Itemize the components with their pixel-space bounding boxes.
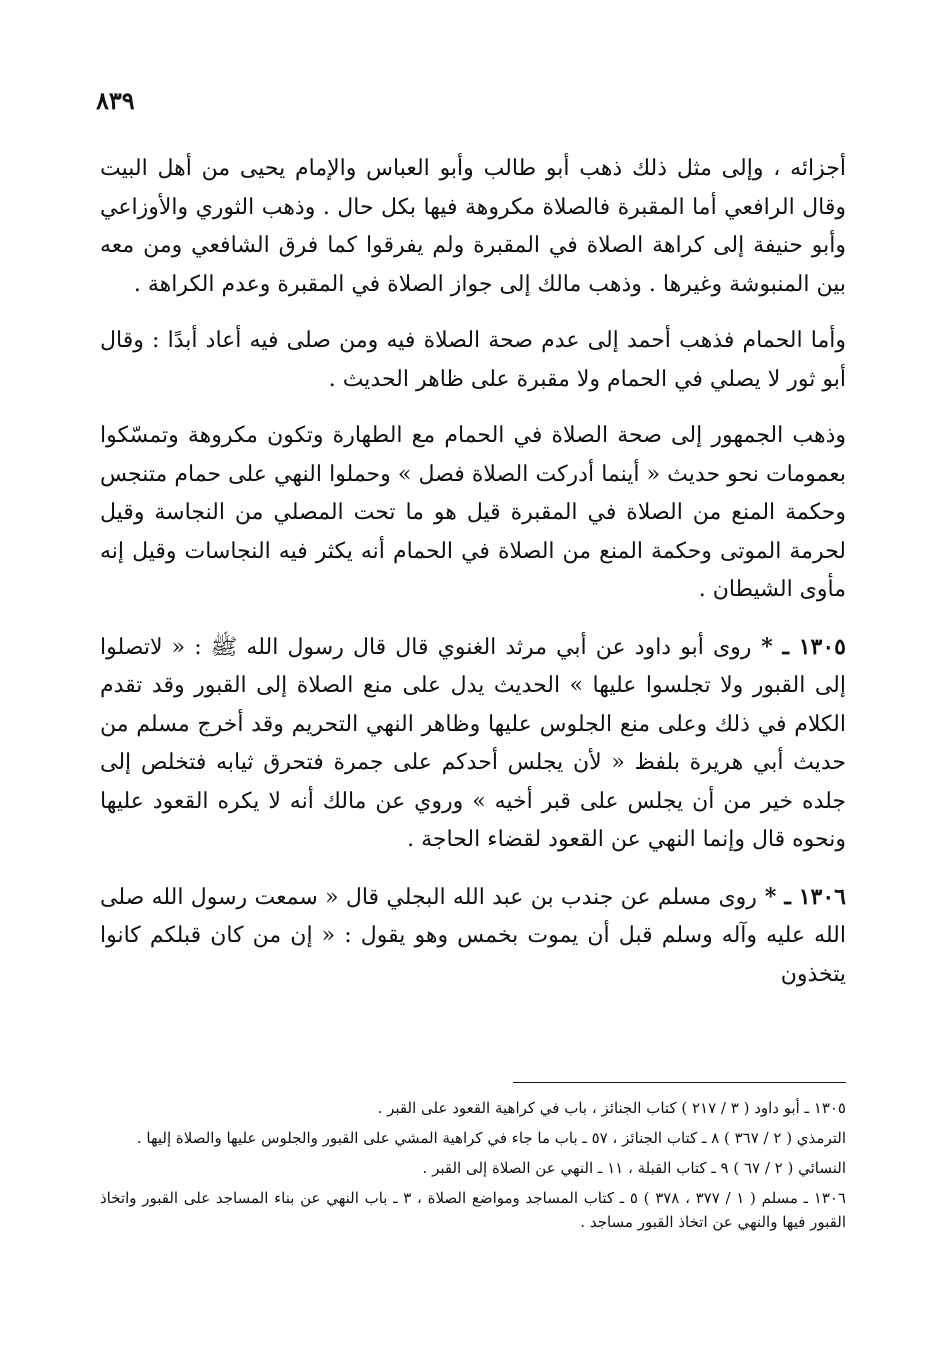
footnote: ١٣٠٦ ـ مسلم ( ١ / ٣٧٧ ، ٣٧٨ ) ٥ ـ كتاب المساجد ومواضع الصلاة ، ٣ ـ باب النهي عن بناء المساجد على القبور واتخاذ القبور فيها والنهي عن اتخاذ القبور مساجد . <box>100 1189 846 1231</box>
paragraph-text: روى مسلم عن جندب بن عبد الله البجلي قال « سمعت رسول الله صلى الله عليه وآله وسلم قبل أن يموت بخمس وهو يقول : « إن من كان قبلكم كانوا يتخذون <box>100 884 846 987</box>
hadith-number: ١٣٠٥ ـ * <box>751 633 846 660</box>
main-text <box>100 150 846 994</box>
hadith-number: ١٣٠٦ ـ * <box>756 883 846 910</box>
page-number: ٨٣٩ <box>96 86 135 115</box>
footnote: ١٣٠٥ ـ أبو داود ( ٣ / ٢١٧ ) كتاب الجنائز ، باب في كراهية القعود على القبر . <box>377 1099 846 1117</box>
hadith-paragraph <box>100 628 846 860</box>
paragraph-text: وذهب الجمهور إلى صحة الصلاة في الحمام مع الطهارة وتكون مكروهة وتمسّكوا بعمومات نحو حديث « أينما أدركت الصلاة فصل » وحملوا النهي على حمام متنجس وحكمة المنع من الصلاة في المقبرة قيل هو ما تحت المصلي من النجاسة وقيل لحرمة الموتى وحكمة المنع من الصلاة في الحمام أنه يكثر فيه النجاسات وقيل إنه مأوى الشيطان . <box>100 423 846 602</box>
paragraph <box>100 417 846 610</box>
footnote-separator <box>513 1082 846 1083</box>
paragraph-text: وأما الحمام فذهب أحمد إلى عدم صحة الصلاة فيه ومن صلى فيه أعاد أبدًا : وقال أبو ثور لا يصلي في الحمام ولا مقبرة على ظاهر الحديث . <box>100 328 846 392</box>
paragraph <box>100 322 846 399</box>
paragraph-text: أجزائه ، وإلى مثل ذلك ذهب أبو طالب وأبو العباس والإمام يحيى من أهل البيت وقال الرافعي أما المقبرة فالصلاة مكروهة فيها بكل حال . وذهب الثوري والأوزاعي وأبو حنيفة إلى كراهة الصلاة في المقبرة ولم يفرقوا كما فرق الشافعي ومن معه بين المنبوشة وغيرها . وذهب مالك إلى جواز الصلاة في المقبرة وعدم الكراهة . <box>100 156 846 297</box>
paragraph <box>100 150 846 304</box>
footnotes <box>100 1096 846 1240</box>
hadith-paragraph <box>100 878 846 995</box>
footnote: الترمذي ( ٢ / ٣٦٧ ) ٨ ـ كتاب الجنائز ، ٥٧ ـ باب ما جاء في كراهية المشي على القبور والجلوس عليها والصلاة إليها . <box>136 1129 846 1147</box>
paragraph-text: روى أبو داود عن أبي مرثد الغنوي قال قال رسول الله ﷺ : « لاتصلوا إلى القبور ولا تجلسوا عليها » الحديث يدل على منع الصلاة إلى القبور وقد تقدم الكلام في ذلك وعلى منع الجلوس عليها وظاهر النهي التحريم وقد أخرج مسلم من حديث أبي هريرة بلفظ « لأن يجلس أحدكم على جمرة فتحرق ثيابه فتخلص إلى جلده خير من أن يجلس على قبر أخيه » وروي عن مالك أنه لا يكره القعود عليها ونحوه قال وإنما النهي عن القعود لقضاء الحاجة . <box>100 634 846 852</box>
footnote: النسائي ( ٢ / ٦٧ ) ٩ ـ كتاب القبلة ، ١١ ـ النهي عن الصلاة إلى القبر . <box>422 1159 846 1177</box>
